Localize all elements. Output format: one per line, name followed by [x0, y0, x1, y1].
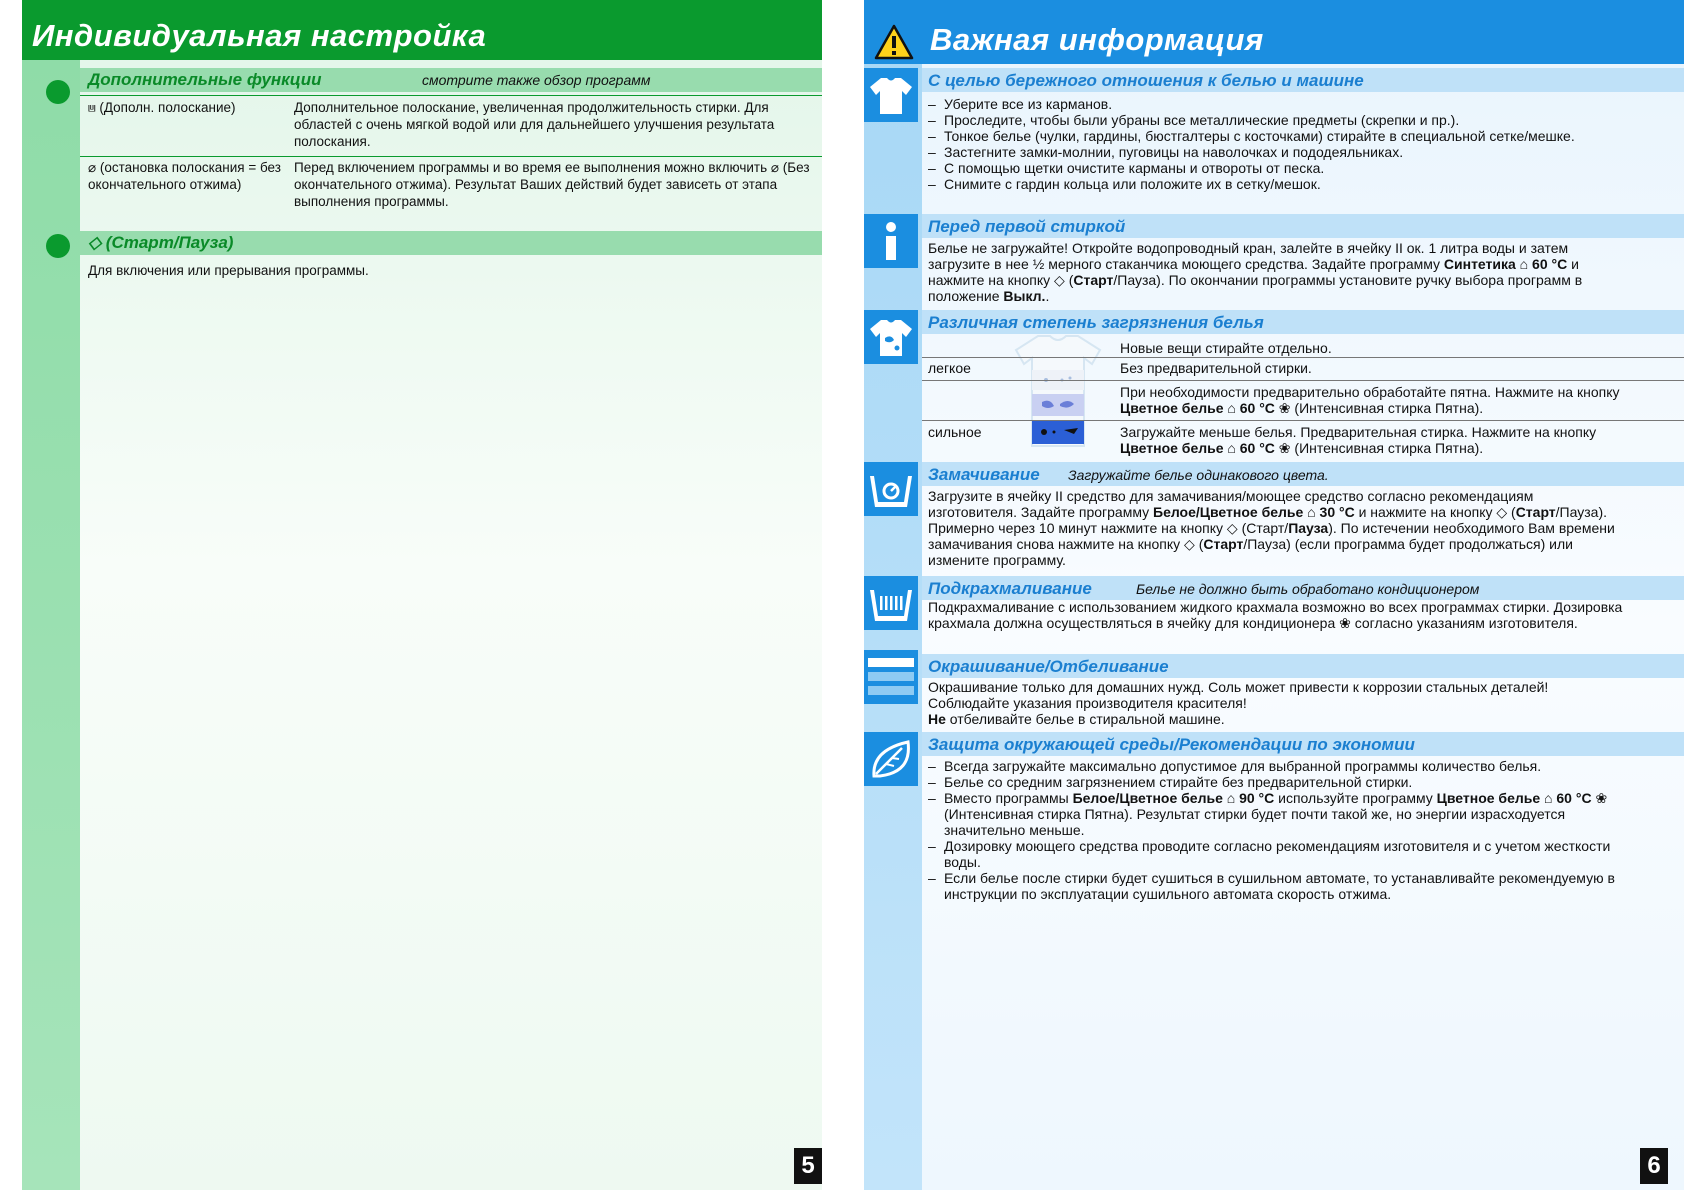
care-list [928, 96, 1588, 192]
text-fragment: и нажмите на кнопку ◇ ( [928, 256, 1579, 288]
dye-text [928, 679, 1588, 727]
text-fragment: и нажмите на кнопку ◇ ( [1354, 504, 1516, 520]
section-title: Замачивание [928, 465, 1040, 484]
section-start-pause-header [80, 231, 822, 255]
left-body-background [80, 60, 822, 1190]
text-fragment: отбеливайте белье в стиральной машине. [945, 711, 1225, 727]
text-fragment: ❀ (Интенсивная стирка Пятна). [1274, 440, 1484, 456]
section-title: Подкрахмаливание [928, 579, 1092, 598]
section-extra-functions-header [80, 68, 822, 92]
section-subtitle: Белье не должно быть обработано кондиционером [1136, 581, 1480, 597]
list-item: – Снимите с гардин кольца или положите их в сетку/мешок. [928, 176, 1588, 192]
section-dye-header [922, 654, 1684, 678]
list-item: – Проследите, чтобы были убраны все металлические предметы (скрепки и пр.). [928, 112, 1588, 128]
list-item: – Белье со средним загрязнением стирайте без предварительной стирки. [928, 774, 1644, 790]
text-fragment: ❀ (Интенсивная стирка Пятна). [1274, 400, 1484, 416]
program-name: Цветное белье ⌂ 60 °C [1120, 400, 1275, 416]
section-care-header [922, 68, 1684, 92]
function-text-extra-rinse: Дополнительное полоскание, увеличенная продолжительность стирки. Для областей с очень мягкой водой или для дальнейшего улучшения результата полоскания. [294, 100, 775, 149]
program-name: Синтетика ⌂ 60 °C [1443, 256, 1568, 272]
function-label-extra-rinse: ⩏ (Дополн. полоскание) [88, 100, 236, 115]
eco-list [928, 758, 1644, 902]
soil-level-heavy-label: сильное [928, 424, 982, 440]
right-page-title: Важная информация [930, 22, 1264, 57]
text-fragment: Белье не загружайте! Откройте водопроводный кран, залейте в ячейку II ок. 1 литра воды и затем загрузите в нее ½ мерного стаканчика моющего средства. Задайте программу [928, 240, 1569, 272]
page-number: 5 [794, 1148, 822, 1184]
warning-icon [874, 24, 914, 60]
soil-level-light-label: легкое [928, 360, 971, 376]
button-name: Пауза [1288, 520, 1329, 536]
section-soil-header [922, 310, 1684, 334]
list-item: – Дозировку моющего средства проводите согласно рекомендациям изготовителя и с учетом жесткости воды. [928, 838, 1644, 870]
text-fragment: . [1045, 288, 1050, 304]
button-name: Старт [1515, 504, 1556, 520]
section-title: Окрашивание/Отбеливание [928, 657, 1169, 676]
text-fragment: Загружайте меньше белья. Предварительная стирка. Нажмите на кнопку [1120, 424, 1597, 440]
text-fragment: ❀ (Интенсивная стирка Пятна). Результат стирки будет почти такой же, но энергии израсходуется значительно меньше. [944, 790, 1608, 838]
divider [80, 95, 822, 96]
leaf-icon [864, 732, 918, 786]
soil-level-shirt-illustration [1008, 334, 1108, 448]
section-title: ◇ (Старт/Пауза) [88, 233, 234, 252]
soak-tub-icon [864, 462, 918, 516]
program-name: Белое/Цветное белье ⌂ 30 °C [1153, 504, 1355, 520]
text-fragment: ). По истечении необходимого Вам времени замачивания снова нажмите на кнопку ◇ ( [928, 520, 1615, 552]
shirt-icon [864, 68, 918, 122]
button-name: Старт [1073, 272, 1114, 288]
list-item: – Если белье после стирки будет сушиться в сушильном автомате, то устанавливайте рекомендуемую в инструкции по эксплуатации сушильного автомата скорость отжима. [928, 870, 1644, 902]
section-first-wash-header [922, 214, 1684, 238]
text-fragment: /Пауза) (если программа будет продолжаться) или измените программу. [928, 536, 1573, 568]
text-fragment: При необходимости предварительно обработайте пятна. Нажмите на кнопку [1120, 384, 1620, 400]
function-text-rinse-hold: Перед включением программы и во время ее выполнения можно включить ⌀ (Без окончательного отжима). Результат Ваших действий будет зависеть от этапа выполнения программы. [294, 160, 810, 209]
divider [922, 380, 1684, 381]
soil-row-medium [1120, 384, 1625, 416]
list-item: – С помощью щетки очистите карманы и отвороты от песка. [928, 160, 1588, 176]
right-page [864, 0, 1684, 1190]
left-margin-strip [22, 60, 80, 1190]
dye-stripes-icon [864, 650, 918, 704]
program-name: Цветное белье ⌂ 60 °C [1436, 790, 1592, 806]
section-title: Защита окружающей среды/Рекомендации по экономии [928, 735, 1415, 754]
section-starch-header [922, 576, 1684, 600]
text-fragment: /Пауза). По окончании программы установите ручку выбора программ в положение [928, 272, 1583, 304]
text-fragment: используйте программу [1274, 790, 1437, 806]
divider [922, 357, 1684, 358]
left-page-header [22, 0, 822, 60]
divider [80, 156, 822, 157]
function-label-rinse-hold: ⌀ (остановка полоскания = без окончательного отжима) [88, 160, 281, 192]
left-page-title: Индивидуальная настройка [32, 18, 487, 53]
starch-text: Подкрахмаливание с использованием жидкого крахмала возможно во всех программах стирки. Дозировка крахмала должна осуществляться в ячейку для кондиционера ❀ согласно указаниям изготовителя. [928, 599, 1623, 631]
text-fragment: /Пауза). Примерно через 10 минут нажмите на кнопку ◇ (Старт/ [928, 504, 1608, 536]
text-fragment: Окрашивание только для домашних нужд. Соль может привести к коррозии стальных деталей! Соблюдайте указания производителя красителя! [928, 679, 1549, 711]
text-fragment: Вместо программы [944, 790, 1073, 806]
button-name: Старт [1203, 536, 1244, 552]
list-item: – Уберите все из карманов. [928, 96, 1588, 112]
soak-text [928, 488, 1626, 568]
section-eco-header [922, 732, 1684, 756]
starch-tub-icon [864, 576, 918, 630]
emphasis: Не [928, 711, 946, 727]
soil-row-new-items: Новые вещи стирайте отдельно. [1120, 340, 1332, 356]
section-title: Перед первой стиркой [928, 217, 1126, 236]
list-item [928, 790, 1644, 838]
stained-shirt-icon [864, 310, 918, 364]
left-page [22, 0, 822, 1190]
section-title: Дополнительные функции [88, 70, 322, 89]
program-name: Цветное белье ⌂ 60 °C [1120, 440, 1275, 456]
program-name: Белое/Цветное белье ⌂ 90 °C [1072, 790, 1275, 806]
list-item: – Тонкое белье (чулки, гардины, бюстгалтеры с косточками) стирайте в специальной сетке/мешке. [928, 128, 1588, 144]
start-pause-text: Для включения или прерывания программы. [88, 263, 369, 278]
section-bullet-icon [46, 234, 70, 258]
divider [922, 420, 1684, 421]
page-number: 6 [1640, 1148, 1668, 1184]
switch-position: Выкл. [1003, 288, 1046, 304]
section-subtitle: Загружайте белье одинакового цвета. [1068, 467, 1329, 483]
section-title: Различная степень загрязнения белья [928, 313, 1264, 332]
right-page-header [864, 0, 1684, 64]
section-bullet-icon [46, 80, 70, 104]
list-item: – Застегните замки-молнии, пуговицы на наволочках и пододеяльниках. [928, 144, 1588, 160]
section-title: С целью бережного отношения к белью и машине [928, 71, 1364, 90]
soil-row-heavy [1120, 424, 1625, 456]
list-item: – Всегда загружайте максимально допустимое для выбранной программы количество белья. [928, 758, 1644, 774]
first-wash-text [928, 240, 1626, 304]
info-icon [864, 214, 918, 268]
section-soak-header [922, 462, 1684, 486]
text-fragment: Загрузите в ячейку II средство для замачивания/моющее средство согласно рекомендациям изготовителя. Задайте программу [928, 488, 1534, 520]
soil-row-light: Без предварительной стирки. [1120, 360, 1312, 376]
section-subtitle: смотрите также обзор программ [422, 72, 651, 88]
